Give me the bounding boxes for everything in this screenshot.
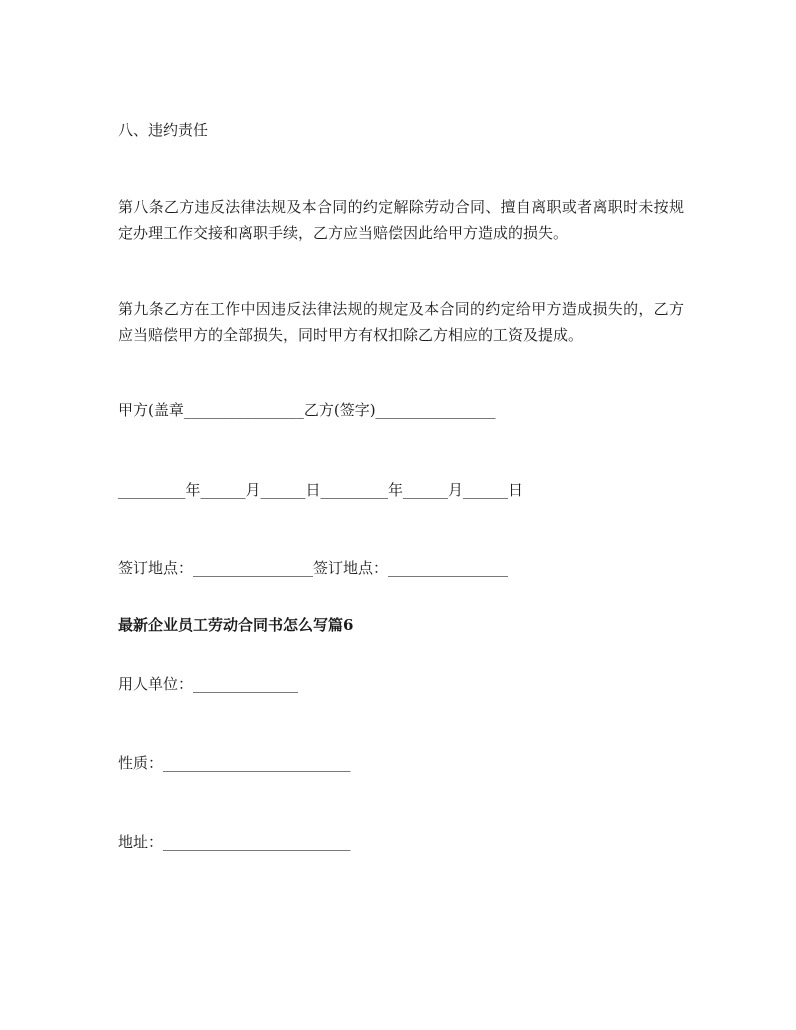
article-9-paragraph: 第九条乙方在工作中因违反法律法规的规定及本合同的约定给甲方造成损失的，乙方应当赔偿甲方的全部损失，同时甲方有权扣除乙方相应的工资及提成。 [118,300,684,344]
next-contract-title: 最新企业员工劳动合同书怎么写篇6 [118,616,354,634]
signing-place-line: 签订地点：________________签订地点：________________ [118,559,509,577]
nature-field: 性质：_________________________ [118,754,351,772]
article-8-paragraph: 第八条乙方违反法律法规及本合同的约定解除劳动合同、擅自离职或者离职时未按规定办理工作交接和离职手续，乙方应当赔偿因此给甲方造成的损失。 [118,198,684,242]
employer-unit-field: 用人单位：______________ [118,675,299,693]
address-field: 地址：_________________________ [118,833,351,851]
date-line: _________年______月______日_________年______月______日 [118,481,524,499]
section-heading-breach-liability: 八、违约责任 [118,121,209,139]
signature-line: 甲方(盖章________________乙方(签字)________________ [118,401,496,419]
